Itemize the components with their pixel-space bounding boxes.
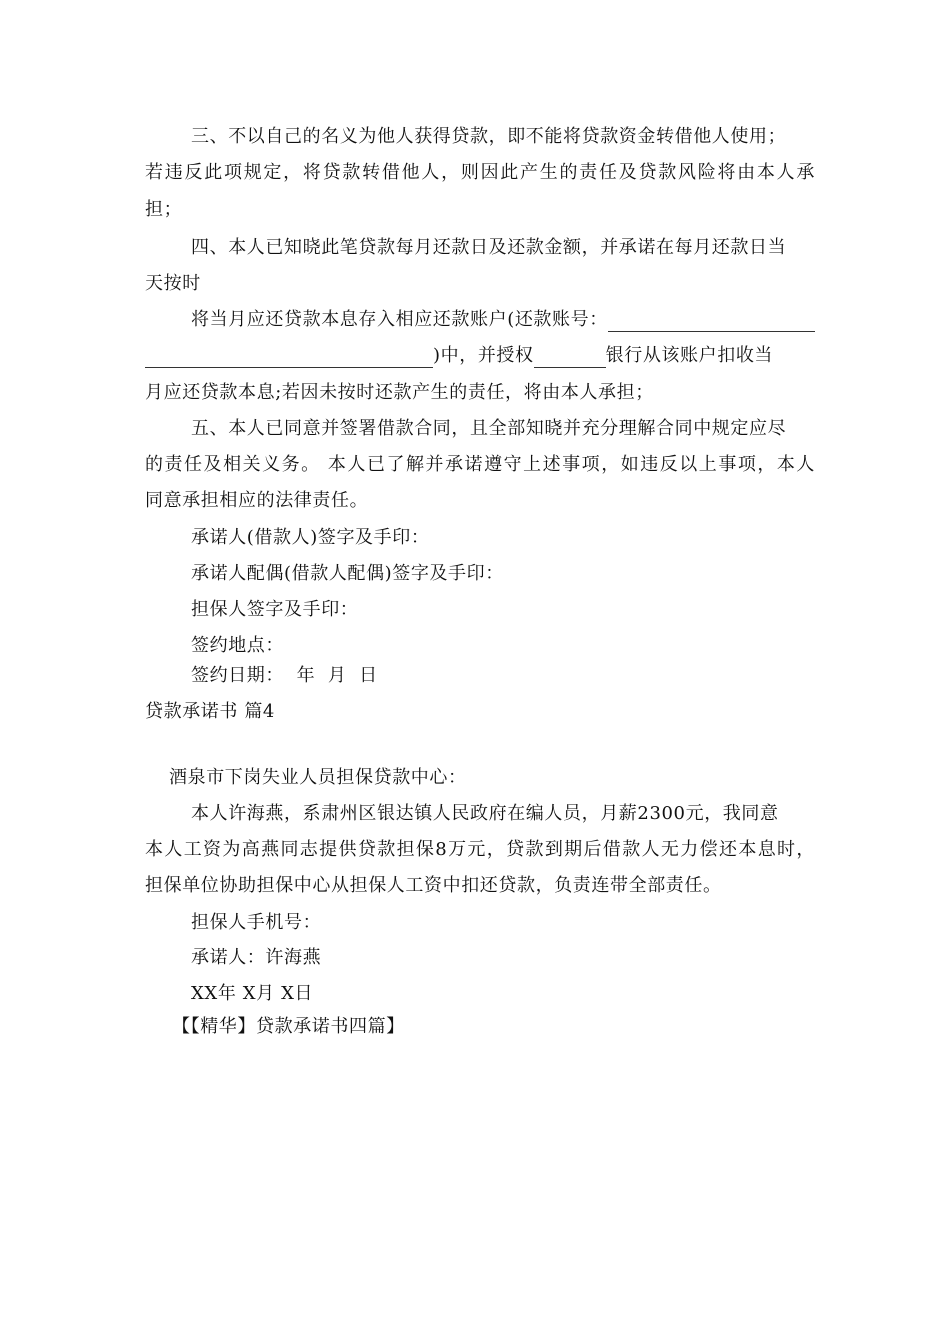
letter-date: XX年 X月 X日 [191, 983, 314, 1004]
clause-4-line-5: 月应还贷款本息;若因未按时还款产生的责任，将由本人承担； [145, 382, 654, 403]
authorize-text: )中，并授权 [433, 345, 534, 366]
clause-3-line-2: 若违反此项规定，将贷款转借他人，则因此产生的责任及贷款风险将由本人承 [145, 162, 815, 183]
letter-salutation: 酒泉市下岗失业人员担保贷款中心： [169, 767, 467, 788]
spouse-signature-label: 承诺人配偶(借款人配偶)签字及手印： [191, 563, 504, 584]
clause-3-line-1: 三、不以自己的名义为他人获得贷款，即不能将贷款资金转借他人使用； [191, 126, 787, 147]
clause-4-authorize-line [145, 344, 815, 368]
signing-place-label: 签约地点： [191, 635, 284, 656]
clause-4-account-line [191, 308, 815, 332]
account-number-blank-continued [145, 349, 433, 368]
clause-5-line-1: 五、本人已同意并签署借款合同，且全部知晓并充分理解合同中规定应尽 [191, 418, 787, 439]
clause-3-line-3: 担； [145, 199, 183, 220]
clause-4-line-2: 天按时 [145, 273, 201, 294]
account-label: 将当月应还贷款本息存入相应还款账户(还款账号： [191, 309, 608, 330]
guarantor-phone-label: 担保人手机号： [191, 912, 322, 933]
footer-title: 【【精华】贷款承诺书四篇】 [172, 1016, 405, 1037]
signing-date-label: 签约日期： 年 月 日 [191, 665, 378, 686]
letter-body-line-3: 担保单位协助担保中心从担保人工资中扣还贷款，负责连带全部责任。 [145, 875, 722, 896]
guarantor-signature-label: 担保人签字及手印： [191, 599, 359, 620]
account-number-blank [608, 313, 815, 332]
clause-4-line-1: 四、本人已知晓此笔贷款每月还款日及还款金额，并承诺在每月还款日当 [191, 237, 787, 258]
letter-body-line-2: 本人工资为高燕同志提供贷款担保8万元，贷款到期后借款人无力偿还本息时， [145, 839, 815, 860]
bank-name-blank [534, 349, 606, 368]
letter-body-line-1: 本人许海燕，系肃州区银达镇人民政府在编人员，月薪2300元，我同意 [191, 803, 779, 824]
deduct-text: 银行从该账户扣收当 [605, 345, 774, 366]
clause-5-line-3: 同意承担相应的法律责任。 [145, 490, 369, 511]
section-heading-4: 贷款承诺书 篇4 [145, 701, 275, 722]
borrower-signature-label: 承诺人(借款人)签字及手印： [191, 527, 430, 548]
clause-5-line-2: 的责任及相关义务。 本人已了解并承诺遵守上述事项，如违反以上事项，本人 [145, 454, 815, 475]
promisor-label: 承诺人：许海燕 [191, 947, 322, 968]
